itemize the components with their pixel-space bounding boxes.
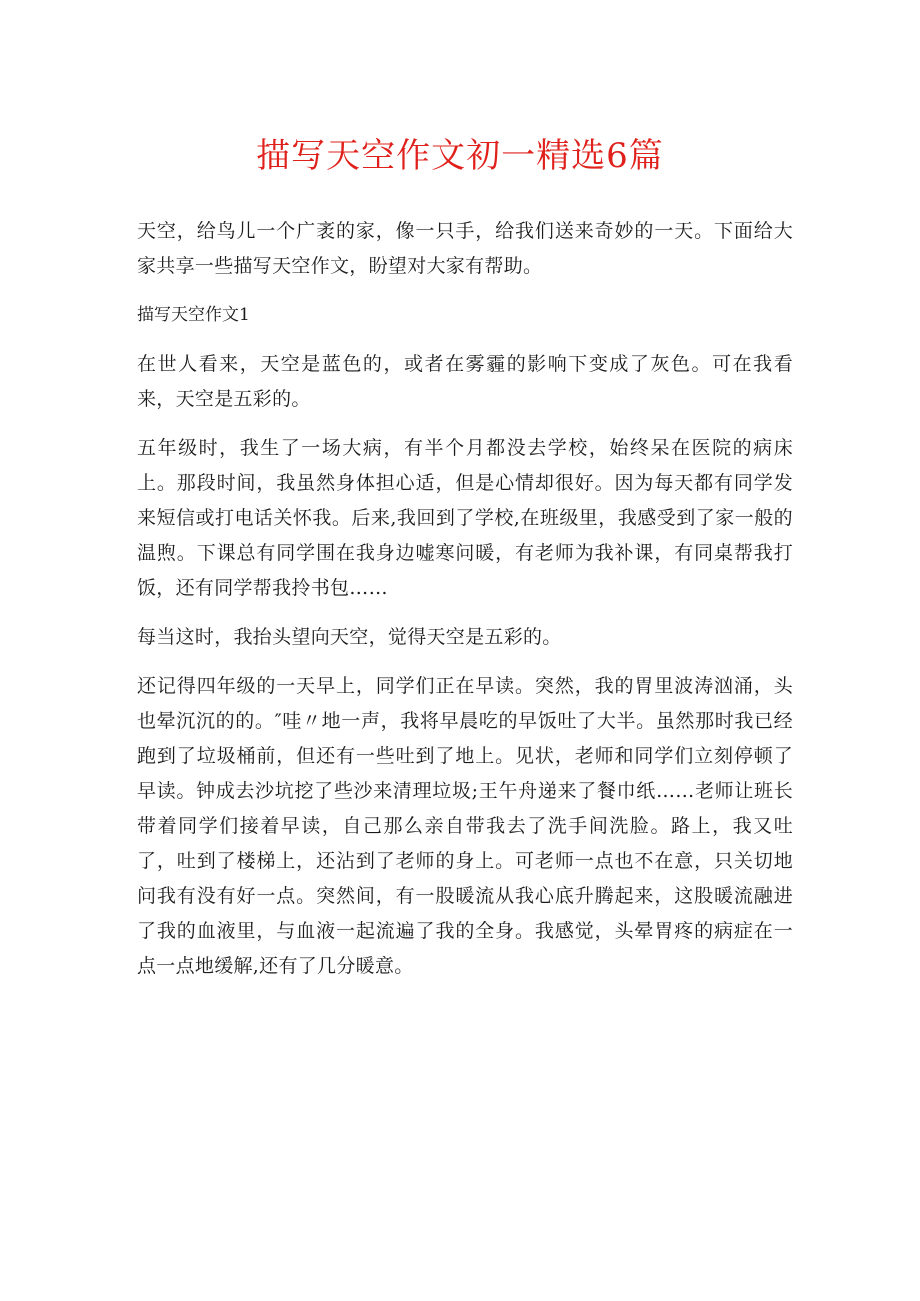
document-body xyxy=(137,214,793,998)
body-paragraph: 还记得四年级的一天早上，同学们正在早读。突然，我的胃里波涛汹涌，头也晕沉沉的的。″哇〃地一声，我将早晨吃的早饭吐了大半。虽然那时我已经跑到了垃圾桶前，但还有一些吐到了地上。见状，老师和同学们立刻停顿了早读。钟成去沙坑挖了些沙来清理垃圾;王午舟递来了餐巾纸……老师让班长带着同学们接着早读，自己那么亲自带我去了洗手间洗脸。路上，我又吐了，吐到了楼梯上，还沾到了老师的身上。可老师一点也不在意，只关切地问我有没有好一点。突然间，有一股暖流从我心底升腾起来，这股暖流融进了我的血液里，与血液一起流遍了我的全身。我感觉，头晕胃疼的病症在一点一点地缓解,还有了几分暖意。 xyxy=(137,675,793,977)
body-paragraph: 每当这时，我抬头望向天空，觉得天空是五彩的。 xyxy=(137,626,562,648)
document-title: 描写天空作文初一精选6篇 xyxy=(256,136,664,176)
intro-paragraph: 天空，给鸟儿一个广袤的家，像一只手，给我们送来奇妙的一天。下面给大家共享一些描写天空作文，盼望对大家有帮助。 xyxy=(137,220,793,277)
section-heading: 描写天空作文1 xyxy=(137,305,250,325)
body-paragraph: 五年级时，我生了一场大病，有半个月都没去学校，始终呆在医院的病床上。那段时间，我虽然身体担心适，但是心情却很好。因为每天都有同学发来短信或打电话关怀我。后来,我回到了学校,在班级里，我感受到了家一般的温煦。下课总有同学围在我身边嘘寒问暖，有老师为我补课，有同桌帮我打饭，还有同学帮我拎书包…… xyxy=(137,437,793,599)
body-paragraph: 在世人看来，天空是蓝色的，或者在雾霾的影响下变成了灰色。可在我看来，天空是五彩的。 xyxy=(137,353,793,410)
